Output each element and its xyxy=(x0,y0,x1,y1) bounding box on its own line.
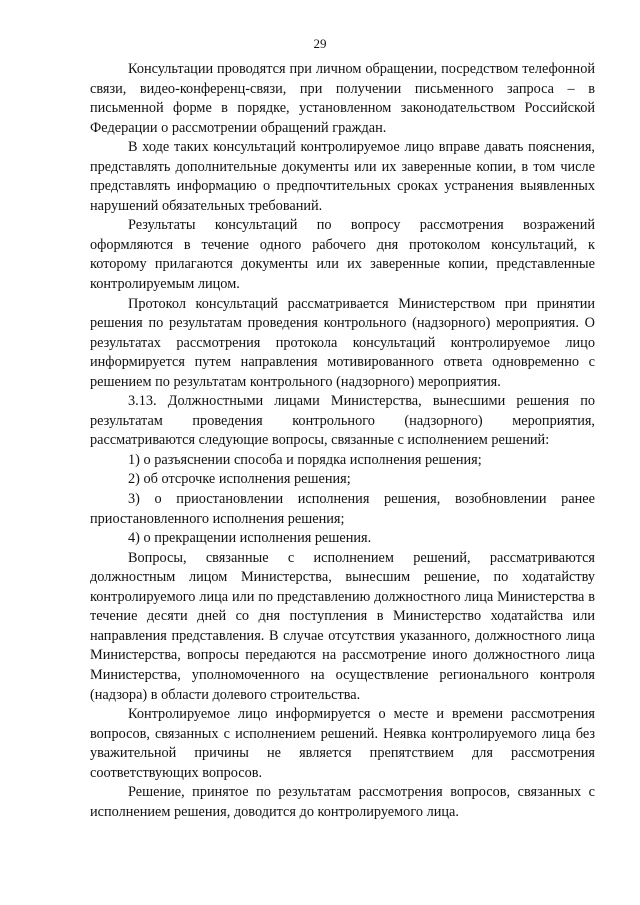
paragraph-questions-review: Вопросы, связанные с исполнением решений, рассматриваются должностным лицом Министерства, вынесшим решение, по ходатайству контролируемого лица или по представлению должностного лица Министерства в течение десяти дней со дня поступления в Министерство ходатайства или направления представления. В случае отсутствия указанного, должностного лица Министерства, вопросы передаются на рассмотрение иного должностного лица Министерства, уполномоченного на осуществление регионального контроля (надзора) в области долевого строительства. xyxy=(90,549,595,703)
document-body xyxy=(90,60,595,822)
paragraph-section-3-13: 3.13. Должностными лицами Министерства, вынесшими решения по результатам проведения контрольного (надзорного) мероприятия, рассматриваются следующие вопросы, связанные с исполнением решений: xyxy=(90,393,595,449)
list-item-2: 2) об отсрочке исполнения решения; xyxy=(128,471,351,488)
paragraph-decision: Решение, принятое по результатам рассмотрения вопросов, связанных с исполнением решения, доводится до контролируемого лица. xyxy=(90,784,595,820)
list-item-3: 3) о приостановлении исполнения решения, возобновлении ранее приостановленного исполнения решения; xyxy=(90,491,595,527)
paragraph-consultations-results: Результаты консультаций по вопросу рассмотрения возражений оформляются в течение одного рабочего дня протоколом консультаций, к которому прилагаются документы или их заверенные копии, представленные контролируемым лицом. xyxy=(90,217,595,293)
list-item-4: 4) о прекращении исполнения решения. xyxy=(128,530,372,547)
paragraph-consultations-rights: В ходе таких консультаций контролируемое лицо вправе давать пояснения, представлять дополнительные документы или их заверенные копии, в том числе представлять информацию о предпочтительных сроках устранения выявленных нарушений обязательных требований. xyxy=(90,139,595,214)
list-item-1: 1) о разъяснении способа и порядка исполнения решения; xyxy=(128,451,482,468)
paragraph-consultations-method: Консультации проводятся при личном обращении, посредством телефонной связи, видео-конференц-связи, при получении письменного запроса – в письменной форме в порядке, установленном законодательством Российской Федерации о рассмотрении обращений граждан. xyxy=(90,61,595,136)
page-number: 29 xyxy=(313,36,327,51)
paragraph-notification: Контролируемое лицо информируется о месте и времени рассмотрения вопросов, связанных с исполнением решений. Неявка контролируемого лица без уважительной причины не является препятствием для рассмотрения соответствующих вопросов. xyxy=(90,706,595,781)
paragraph-protocol-review: Протокол консультаций рассматривается Министерством при принятии решения по результатам проведения контрольного (надзорного) мероприятия. О результатах рассмотрения протокола консультаций контролируемое лицо информируется путем направления мотивированного ответа одновременно с решением по результатам контрольного (надзорного) мероприятия. xyxy=(90,295,595,390)
